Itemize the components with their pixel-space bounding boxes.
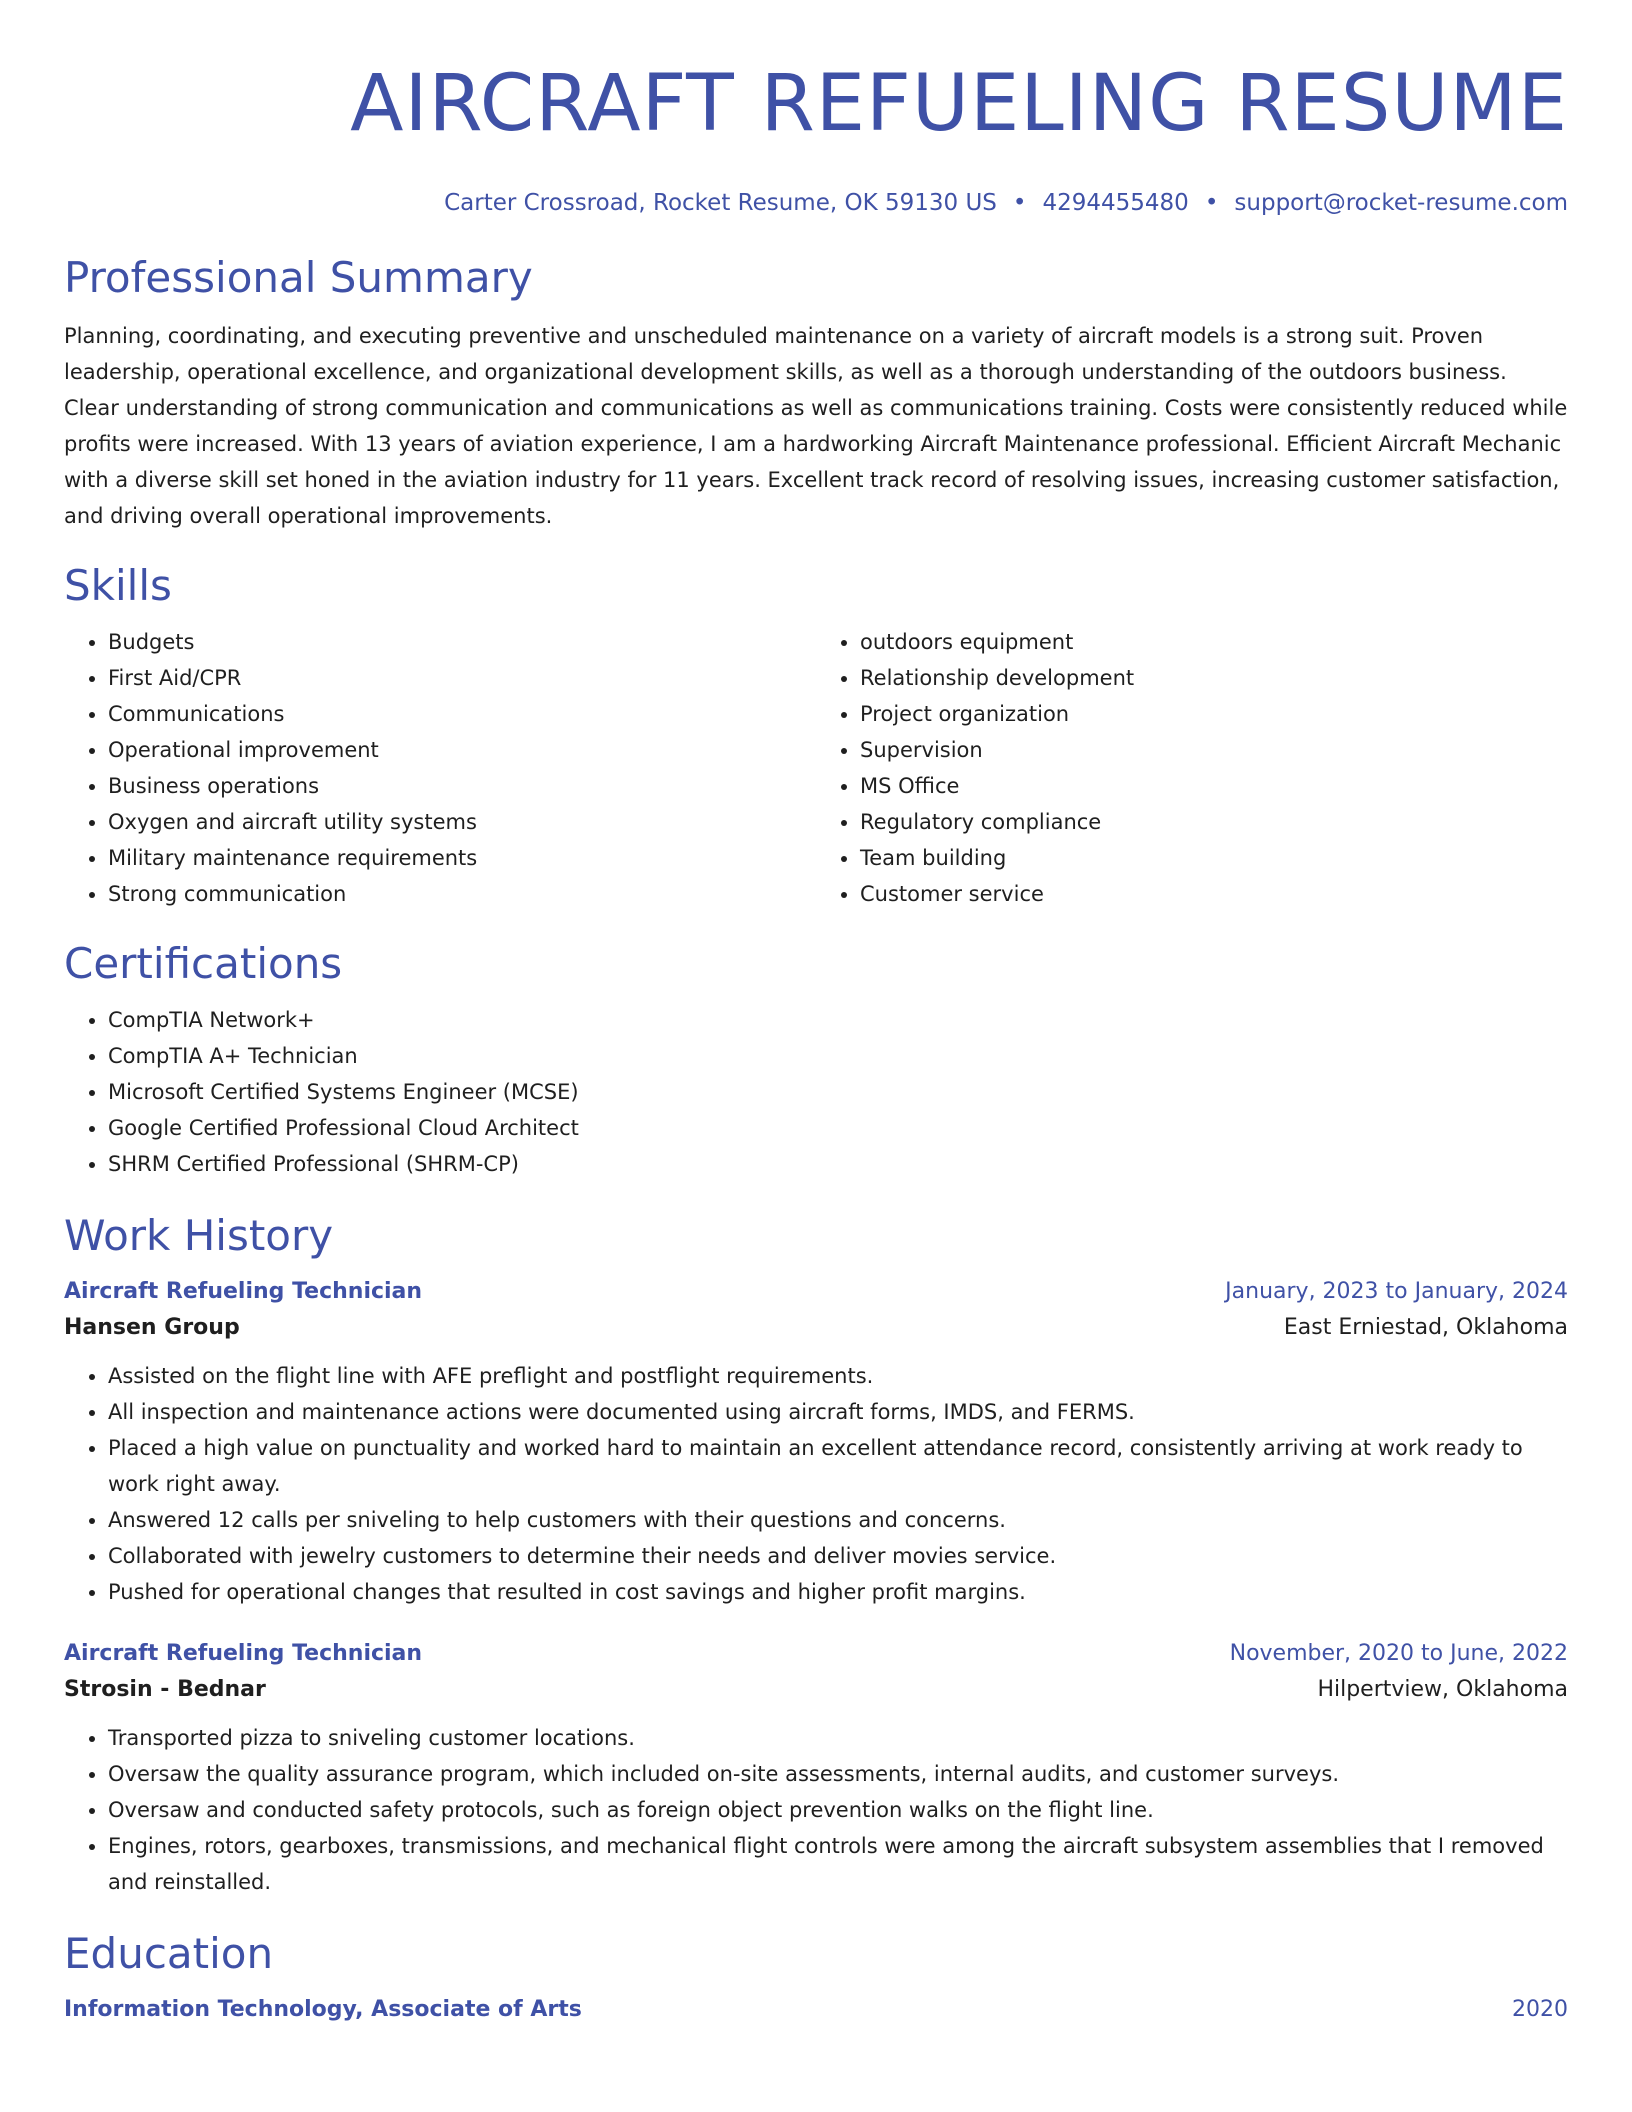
job-entry	[64, 1276, 1568, 1610]
skill-item: • outdoors equipment	[860, 624, 1568, 660]
contact-separator: •	[1012, 190, 1027, 216]
job-bullet: • All inspection and maintenance actions were documented using aircraft forms, IMDS, and FERMS.	[108, 1394, 1568, 1430]
certification-item: • Google Certified Professional Cloud Architect	[108, 1110, 1568, 1146]
skill-item: • Team building	[860, 840, 1568, 876]
skill-item: • Project organization	[860, 696, 1568, 732]
contact-phone: 4294455480	[1042, 190, 1189, 216]
contact-separator: •	[1204, 190, 1219, 216]
job-bullet: • Collaborated with jewelry customers to determine their needs and deliver movies service.	[108, 1538, 1568, 1574]
skill-item: • Budgets	[108, 624, 816, 660]
skills-list-right	[816, 624, 1568, 912]
skill-item: • Customer service	[860, 876, 1568, 912]
job-bullet: • Oversaw the quality assurance program, which included on-site assessments, internal audits, and customer surveys.	[108, 1756, 1568, 1792]
job-bullet: • Transported pizza to sniveling customer locations.	[108, 1720, 1568, 1756]
skill-item: • Military maintenance requirements	[108, 840, 816, 876]
job-subheader	[64, 1312, 1568, 1344]
job-location: Hilpertview, Oklahoma	[1317, 1677, 1568, 1702]
skill-item: • Relationship development	[860, 660, 1568, 696]
skill-item: • Strong communication	[108, 876, 816, 912]
work-history-heading: Work History	[64, 1211, 334, 1260]
resume-title: AIRCRAFT REFUELING RESUME	[350, 59, 1568, 149]
job-subheader	[64, 1674, 1568, 1706]
certifications-list	[64, 1002, 1568, 1182]
skills-heading: Skills	[64, 561, 172, 610]
job-title: Aircraft Refueling Technician	[64, 1641, 423, 1666]
job-location: East Erniestad, Oklahoma	[1283, 1315, 1568, 1340]
skills-list-left	[64, 624, 816, 912]
certification-item: • CompTIA Network+	[108, 1002, 1568, 1038]
skill-item: • Communications	[108, 696, 816, 732]
job-bullet: • Assisted on the flight line with AFE preflight and postflight requirements.	[108, 1358, 1568, 1394]
certification-item: • CompTIA A+ Technician	[108, 1038, 1568, 1074]
education-entry	[64, 1994, 1568, 2026]
certification-item: • SHRM Certified Professional (SHRM-CP)	[108, 1146, 1568, 1182]
certification-item: • Microsoft Certified Systems Engineer (MCSE)	[108, 1074, 1568, 1110]
skill-item: • First Aid/CPR	[108, 660, 816, 696]
contact-email: support@rocket-resume.com	[1234, 190, 1568, 216]
skill-item: • Oxygen and aircraft utility systems	[108, 804, 816, 840]
job-bullet: • Engines, rotors, gearboxes, transmissions, and mechanical flight controls were among the aircraft subsystem assemblies that I removed and reinstalled.	[108, 1828, 1568, 1900]
summary-heading: Professional Summary	[64, 253, 533, 302]
job-bullet: • Pushed for operational changes that resulted in cost savings and higher profit margins.	[108, 1574, 1568, 1610]
summary-text: Planning, coordinating, and executing preventive and unscheduled maintenance on a variety of aircraft models is a strong suit. Proven leadership, operational excellence, and organizational development skills, as well as a thorough understanding of the outdoors business. Clear understanding of strong communication and communications as well as communications training. Costs were consistently reduced while profits were increased. With 13 years of aviation experience, I am a hardworking Aircraft Maintenance professional. Efficient Aircraft Mechanic with a diverse skill set honed in the aviation industry for 11 years. Excellent track record of resolving issues, increasing customer satisfaction, and driving overall operational improvements.	[64, 324, 1568, 528]
contact-line	[64, 188, 1568, 218]
education-degree: Information Technology, Associate of Arts	[64, 1997, 582, 2022]
job-bullets	[64, 1720, 1568, 1900]
job-bullet: • Answered 12 calls per sniveling to help customers with their questions and concerns.	[108, 1502, 1568, 1538]
skill-item: • Business operations	[108, 768, 816, 804]
skill-item: • Regulatory compliance	[860, 804, 1568, 840]
skill-item: • MS Office	[860, 768, 1568, 804]
education-year: 2020	[1512, 1997, 1568, 2022]
job-company: Hansen Group	[64, 1315, 240, 1340]
education-heading: Education	[64, 1929, 274, 1978]
job-entry	[64, 1638, 1568, 1900]
skill-item: • Supervision	[860, 732, 1568, 768]
contact-address: Carter Crossroad, Rocket Resume, OK 59130 US	[444, 190, 997, 216]
job-dates: November, 2020 to June, 2022	[1229, 1641, 1568, 1666]
certifications-heading: Certifications	[64, 939, 343, 988]
job-dates: January, 2023 to January, 2024	[1225, 1279, 1568, 1304]
job-header	[64, 1276, 1568, 1308]
job-title: Aircraft Refueling Technician	[64, 1279, 423, 1304]
job-bullet: • Oversaw and conducted safety protocols, such as foreign object prevention walks on the flight line.	[108, 1792, 1568, 1828]
job-bullet: • Placed a high value on punctuality and worked hard to maintain an excellent attendance record, consistently arriving at work ready to work right away.	[108, 1430, 1568, 1502]
job-header	[64, 1638, 1568, 1670]
job-company: Strosin - Bednar	[64, 1677, 266, 1702]
skill-item: • Operational improvement	[108, 732, 816, 768]
skills-columns	[64, 624, 1568, 912]
job-bullets	[64, 1358, 1568, 1610]
